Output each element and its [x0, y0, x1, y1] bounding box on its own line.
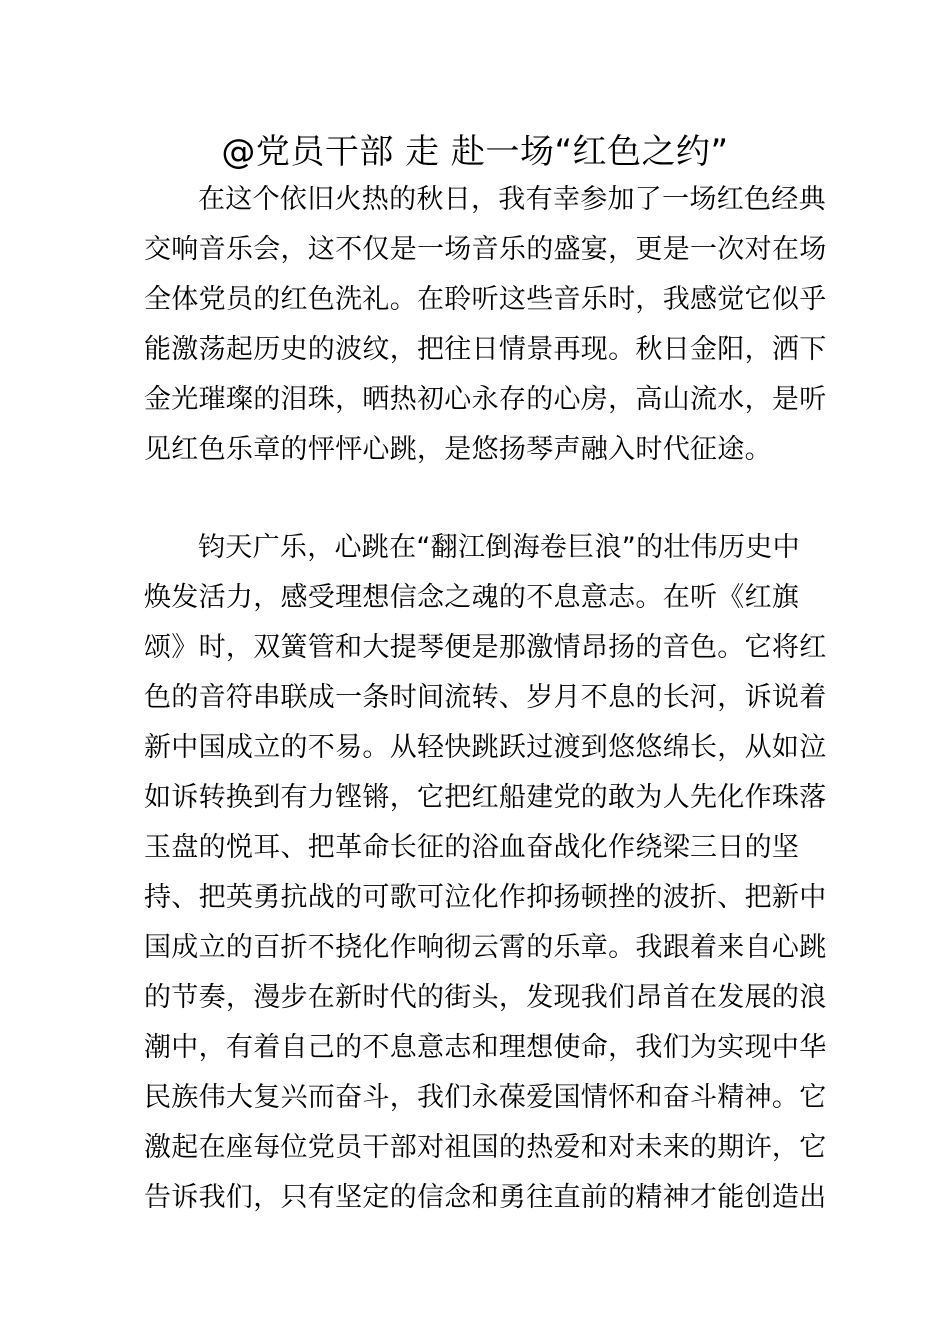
paragraph-1 — [144, 175, 827, 475]
paragraph-line: 新中国成立的不易。从轻快跳跃过渡到悠悠绵长，从如泣 — [144, 732, 827, 763]
paragraph-line: 如诉转换到有力铿锵，它把红船建党的敢为人先化作珠落 — [144, 782, 827, 813]
paragraph-line: 玉盘的悦耳、把革命长征的浴血奋战化作绕梁三日的坚 — [144, 832, 800, 863]
document-title: @党员干部 走 赴一场“红色之约” — [221, 132, 729, 172]
paragraph-line: 交响音乐会，这不仅是一场音乐的盛宴，更是一次对在场 — [144, 234, 827, 265]
paragraph-line: 钧天广乐，心跳在“翻江倒海卷巨浪”的壮伟历史中 — [198, 532, 800, 563]
paragraph-line: 色的音符串联成一条时间流转、岁月不息的长河，诉说着 — [144, 682, 827, 713]
paragraph-line: 持、把英勇抗战的可歌可泣化作抑扬顿挫的波折、把新中 — [144, 882, 827, 913]
paragraph-line: 颂》时，双簧管和大提琴便是那激情昂扬的音色。它将红 — [144, 632, 827, 663]
paragraph-line: 告诉我们，只有坚定的信念和勇往直前的精神才能创造出 — [144, 1182, 827, 1213]
paragraph-line: 激起在座每位党员干部对祖国的热爱和对未来的期许，它 — [144, 1132, 827, 1163]
paragraph-line: 民族伟大复兴而奋斗，我们永葆爱国情怀和奋斗精神。它 — [144, 1082, 827, 1113]
paragraph-line: 见红色乐章的怦怦心跳，是悠扬琴声融入时代征途。 — [144, 434, 772, 465]
paragraph-line: 焕发活力，感受理想信念之魂的不息意志。在听《红旗 — [144, 582, 800, 613]
paragraph-line: 的节奏，漫步在新时代的街头，发现我们昂首在发展的浪 — [144, 982, 827, 1013]
paragraph-line: 在这个依旧火热的秋日，我有幸参加了一场红色经典 — [198, 184, 826, 215]
paragraph-line: 金光璀璨的泪珠，晒热初心永存的心房，高山流水，是听 — [144, 384, 827, 415]
paragraph-line: 全体党员的红色洗礼。在聆听这些音乐时，我感觉它似乎 — [144, 284, 827, 315]
paragraph-2 — [144, 523, 827, 1223]
paragraph-line: 国成立的百折不挠化作响彻云霄的乐章。我跟着来自心跳 — [144, 932, 827, 963]
paragraph-line: 潮中，有着自己的不息意志和理想使命，我们为实现中华 — [144, 1032, 827, 1063]
paragraph-line: 能激荡起历史的波纹，把往日情景再现。秋日金阳，洒下 — [144, 334, 827, 365]
